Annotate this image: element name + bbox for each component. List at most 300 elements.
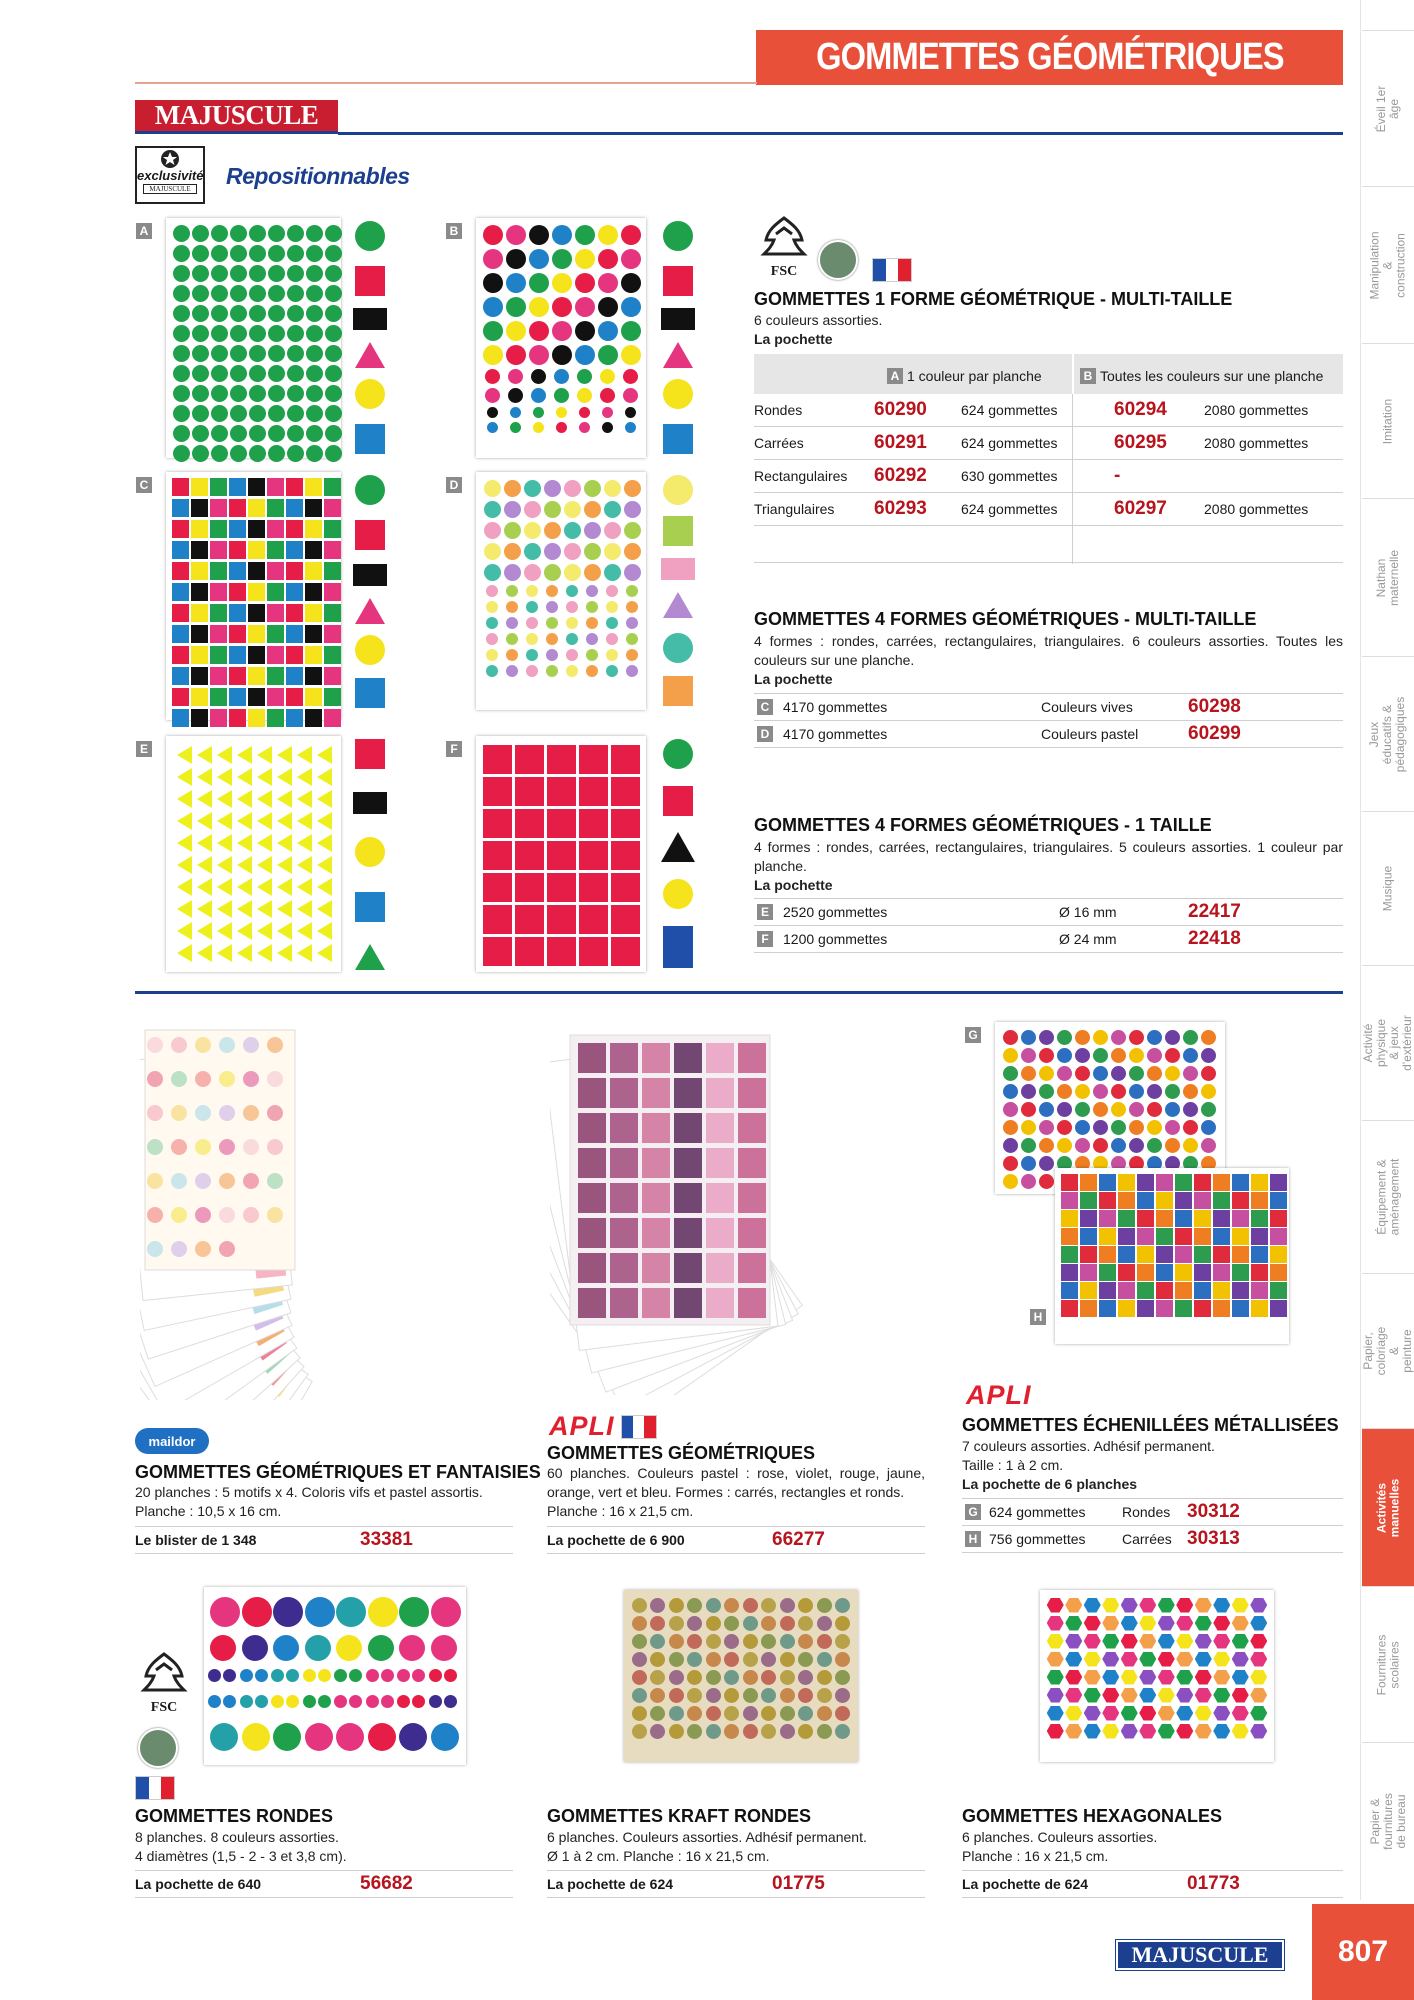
sticker [257, 790, 272, 808]
sticker [297, 878, 312, 896]
sticker [336, 1635, 362, 1661]
sticker [1232, 1706, 1249, 1721]
sticker [483, 273, 503, 293]
sticker [210, 520, 227, 538]
sticker [504, 543, 521, 560]
sticker [564, 480, 581, 497]
sticker [211, 385, 228, 402]
sticker [303, 1695, 316, 1708]
sticker [268, 425, 285, 442]
sticker [584, 480, 601, 497]
sticker [268, 405, 285, 422]
sticker [306, 445, 323, 462]
sticker [399, 1635, 425, 1661]
sticker [515, 745, 544, 774]
product6-desc2: Taille : 1 à 2 cm. [962, 1457, 1064, 1473]
sticker [547, 905, 576, 934]
sidebar-item[interactable]: Papier & fournitures de bureau [1362, 1742, 1414, 1900]
sticker [724, 1616, 739, 1631]
sticker [780, 1616, 795, 1631]
sticker [1232, 1670, 1249, 1685]
sticker [483, 225, 503, 245]
sticker [487, 407, 498, 418]
sticker [229, 625, 246, 643]
sticker [508, 388, 523, 403]
sticker [1102, 1652, 1119, 1667]
sticker [547, 873, 576, 902]
sticker [743, 1598, 758, 1613]
product2-table [754, 693, 1343, 749]
sticker [1102, 1688, 1119, 1703]
sticker [177, 944, 192, 962]
sidebar-item[interactable]: Jeux éducatifs & pédagogiques [1362, 656, 1414, 811]
sticker [1147, 1102, 1162, 1117]
sticker [604, 522, 621, 539]
sticker [529, 297, 549, 317]
sticker [1121, 1616, 1138, 1631]
sticker [1175, 1246, 1192, 1263]
product6-desc1: 7 couleurs assorties. Adhésif permanent. [962, 1438, 1215, 1454]
sidebar-item[interactable]: Nathan maternelle [1362, 498, 1414, 656]
sticker [267, 520, 284, 538]
sticker [483, 249, 503, 269]
sticker [1111, 1084, 1126, 1099]
sticker [217, 878, 232, 896]
product2-title: GOMMETTES 4 FORMES GÉOMÉTRIQUES - MULTI-TAILLE [754, 609, 1257, 629]
sticker [544, 543, 561, 560]
sticker [230, 365, 247, 382]
sticker [277, 922, 292, 940]
sticker [1195, 1724, 1212, 1739]
sticker [1047, 1634, 1064, 1649]
sticker [381, 1695, 394, 1708]
sidebar-item[interactable]: Éveil 1er âge [1362, 30, 1414, 186]
sticker [172, 667, 189, 685]
sticker [297, 790, 312, 808]
sticker [487, 422, 498, 433]
sticker [211, 405, 228, 422]
sticker [1039, 1066, 1054, 1081]
sticker [268, 285, 285, 302]
sticker [575, 249, 595, 269]
sticker [267, 478, 284, 496]
sticker [483, 937, 512, 966]
sticker [506, 617, 518, 629]
sticker [1232, 1652, 1249, 1667]
sidebar-item[interactable]: Activité physique & jeux d'extérieur [1362, 965, 1414, 1120]
sticker [248, 667, 265, 685]
page-title: GOMMETTES GÉOMÉTRIQUES [815, 36, 1284, 78]
sticker [544, 480, 561, 497]
sticker [192, 225, 209, 242]
sticker [240, 1695, 253, 1708]
sticker [526, 617, 538, 629]
sticker [650, 1670, 665, 1685]
sticker [257, 812, 272, 830]
sticker [1213, 1228, 1230, 1245]
sheet-label-c: C [136, 476, 152, 494]
sticker [1111, 1138, 1126, 1153]
sticker [1129, 1066, 1144, 1081]
sticker [1129, 1102, 1144, 1117]
sticker [566, 665, 578, 677]
sticker [271, 1695, 284, 1708]
shapes-a [352, 218, 388, 458]
sticker [412, 1695, 425, 1708]
sticker [575, 345, 595, 365]
sticker [318, 1669, 331, 1682]
sticker [724, 1688, 739, 1703]
sheet-label-f: F [446, 740, 462, 758]
sticker [317, 856, 332, 874]
sticker [780, 1688, 795, 1703]
sidebar-item[interactable]: Activités manuelles [1362, 1428, 1414, 1586]
product4-code: 33381 [360, 1529, 413, 1550]
sticker [306, 385, 323, 402]
sidebar-item[interactable]: Musique [1362, 811, 1414, 965]
sticker [780, 1598, 795, 1613]
sticker [1195, 1670, 1212, 1685]
sticker [242, 1597, 272, 1627]
sticker [306, 365, 323, 382]
sticker [483, 321, 503, 341]
sticker [687, 1598, 702, 1613]
sticker [632, 1724, 647, 1739]
table-row: H 756 gommettes Carrées 30313 [962, 1526, 1343, 1553]
sticker [197, 746, 212, 764]
sticker [248, 478, 265, 496]
sticker [230, 405, 247, 422]
sticker [192, 305, 209, 322]
sticker [208, 1695, 221, 1708]
sticker [277, 768, 292, 786]
sticker [1201, 1048, 1216, 1063]
sticker [1102, 1616, 1119, 1631]
sticker [724, 1724, 739, 1739]
table-row: C 4170 gommettes Couleurs vives 60298 [754, 694, 1343, 721]
sticker [1061, 1210, 1078, 1227]
sticker [286, 583, 303, 601]
sticker [1156, 1264, 1173, 1281]
sticker [257, 900, 272, 918]
sticker [306, 405, 323, 422]
sticker [210, 646, 227, 664]
sticker [515, 777, 544, 806]
sticker [1201, 1030, 1216, 1045]
sticker [598, 321, 618, 341]
sticker [1093, 1138, 1108, 1153]
sticker [1194, 1192, 1211, 1209]
sticker [1251, 1174, 1268, 1191]
sticker [1039, 1030, 1054, 1045]
sticker [1213, 1282, 1230, 1299]
sticker [604, 564, 621, 581]
sheet-h [1055, 1168, 1289, 1344]
product5-title: GOMMETTES GÉOMÉTRIQUES [547, 1443, 816, 1463]
sticker [1213, 1670, 1230, 1685]
sticker [267, 709, 284, 727]
sticker [286, 1695, 299, 1708]
sticker [1039, 1138, 1054, 1153]
sticker [305, 583, 322, 601]
sticker [632, 1652, 647, 1667]
sticker [257, 944, 272, 962]
sticker [1139, 1598, 1156, 1613]
sticker [1194, 1246, 1211, 1263]
sticker [1021, 1102, 1036, 1117]
sticker [552, 321, 572, 341]
sticker [621, 297, 641, 317]
sticker [249, 345, 266, 362]
sticker [1039, 1084, 1054, 1099]
sticker [197, 878, 212, 896]
sticker [1158, 1706, 1175, 1721]
sticker [1021, 1048, 1036, 1063]
sticker [575, 273, 595, 293]
sticker [1039, 1048, 1054, 1063]
sticker [780, 1652, 795, 1667]
sticker [1021, 1120, 1036, 1135]
sticker [552, 297, 572, 317]
sticker [211, 425, 228, 442]
sticker [650, 1724, 665, 1739]
sticker [1165, 1120, 1180, 1135]
sticker [486, 601, 498, 613]
sticker [743, 1652, 758, 1667]
sticker [625, 407, 636, 418]
sticker [669, 1688, 684, 1703]
sticker [579, 809, 608, 838]
sticker [584, 501, 601, 518]
sticker [1176, 1598, 1193, 1613]
sticker [1039, 1156, 1054, 1171]
sticker [632, 1688, 647, 1703]
sticker [510, 422, 521, 433]
sticker [197, 812, 212, 830]
sticker [1232, 1616, 1249, 1631]
col-b-header: B Toutes les couleurs sur une planche [1080, 368, 1323, 384]
sticker [1075, 1120, 1090, 1135]
sticker [632, 1634, 647, 1649]
sticker [429, 1695, 442, 1708]
product7-code: 56682 [360, 1873, 413, 1894]
sticker [1250, 1706, 1267, 1721]
star-icon [159, 149, 181, 169]
sticker [506, 665, 518, 677]
sticker [1158, 1616, 1175, 1631]
sticker [257, 878, 272, 896]
sticker [297, 812, 312, 830]
sticker [632, 1670, 647, 1685]
sticker [217, 812, 232, 830]
sticker [192, 345, 209, 362]
sticker [230, 245, 247, 262]
sticker [1118, 1192, 1135, 1209]
sheet-a [166, 218, 341, 458]
sticker [1175, 1210, 1192, 1227]
sidebar-item[interactable]: Fournitures scolaires [1362, 1586, 1414, 1742]
sticker [277, 878, 292, 896]
sticker [286, 667, 303, 685]
exclusivite-badge: exclusivité MAJUSCULE [135, 146, 205, 204]
sticker [566, 601, 578, 613]
sticker [1139, 1634, 1156, 1649]
sticker [172, 646, 189, 664]
sticker [1003, 1174, 1018, 1189]
sticker [632, 1616, 647, 1631]
product8-price-row: La pochette de 624 01775 [547, 1870, 925, 1898]
sticker [211, 285, 228, 302]
sticker [1003, 1120, 1018, 1135]
sticker [1139, 1670, 1156, 1685]
sticker [306, 265, 323, 282]
sticker [1061, 1264, 1078, 1281]
sticker [566, 649, 578, 661]
sticker [798, 1670, 813, 1685]
sticker [1102, 1634, 1119, 1649]
sticker [305, 646, 322, 664]
sticker [566, 617, 578, 629]
sticker [172, 604, 189, 622]
sticker [604, 480, 621, 497]
sticker [349, 1669, 362, 1682]
sticker [515, 841, 544, 870]
sticker [1147, 1066, 1162, 1081]
sticker [531, 388, 546, 403]
sticker [817, 1598, 832, 1613]
sticker [191, 562, 208, 580]
sticker [1084, 1598, 1101, 1613]
sticker [798, 1688, 813, 1703]
sticker [606, 665, 618, 677]
sticker [429, 1669, 442, 1682]
sticker [1057, 1048, 1072, 1063]
sticker [602, 407, 613, 418]
sticker [1250, 1616, 1267, 1631]
sticker [1183, 1030, 1198, 1045]
sticker [287, 345, 304, 362]
sticker [1129, 1048, 1144, 1063]
sticker [173, 245, 190, 262]
sticker [1003, 1156, 1018, 1171]
sticker [486, 665, 498, 677]
sticker [598, 225, 618, 245]
sticker [1065, 1724, 1082, 1739]
sticker [1201, 1066, 1216, 1081]
sticker [287, 245, 304, 262]
sticker [1183, 1120, 1198, 1135]
sticker [173, 305, 190, 322]
product4-price-row: Le blister de 1 348 33381 [135, 1526, 513, 1554]
sticker [230, 265, 247, 282]
sticker [210, 709, 227, 727]
sticker [526, 665, 538, 677]
sticker [743, 1616, 758, 1631]
sticker [761, 1670, 776, 1685]
sticker [208, 1669, 221, 1682]
sticker [368, 1723, 396, 1751]
sticker [177, 922, 192, 940]
sticker [306, 285, 323, 302]
sticker [669, 1616, 684, 1631]
table-row: D 4170 gommettes Couleurs pastel 60299 [754, 721, 1343, 748]
sticker [1158, 1670, 1175, 1685]
product7-price-row: La pochette de 640 56682 [135, 1870, 513, 1898]
sticker [483, 745, 512, 774]
header-rule [135, 82, 757, 84]
sticker [305, 1597, 335, 1627]
sticker [197, 922, 212, 940]
sidebar-item[interactable]: Équipement & aménagement [1362, 1120, 1414, 1273]
brand-rule [338, 132, 1343, 135]
sticker [577, 388, 592, 403]
sticker [579, 841, 608, 870]
sheet-label-d: D [446, 476, 462, 494]
sticker [229, 709, 246, 727]
sticker [177, 768, 192, 786]
sticker [1251, 1228, 1268, 1245]
page-number: 807 [1312, 1904, 1414, 2000]
sticker [1176, 1688, 1193, 1703]
sticker [210, 478, 227, 496]
sticker [624, 501, 641, 518]
sticker [267, 583, 284, 601]
apli-logo: APLI [966, 1380, 1032, 1410]
sticker [237, 900, 252, 918]
sticker [650, 1652, 665, 1667]
sticker [211, 245, 228, 262]
sticker [556, 407, 567, 418]
sticker [1118, 1210, 1135, 1227]
sticker [1213, 1264, 1230, 1281]
sticker [399, 1597, 429, 1627]
sticker [1147, 1048, 1162, 1063]
sticker [230, 425, 247, 442]
sticker [297, 900, 312, 918]
sticker [192, 425, 209, 442]
sticker [621, 345, 641, 365]
sticker [191, 478, 208, 496]
sidebar-item[interactable]: Manipulation & construction [1362, 186, 1414, 343]
sticker [177, 834, 192, 852]
sticker [303, 1669, 316, 1682]
sticker [706, 1634, 721, 1649]
apli-logo: APLI [549, 1411, 657, 1442]
sticker [1251, 1300, 1268, 1317]
sticker [1139, 1724, 1156, 1739]
table-row: G 624 gommettes Rondes 30312 [962, 1499, 1343, 1526]
sticker [621, 273, 641, 293]
sticker [546, 633, 558, 645]
sticker [1102, 1598, 1119, 1613]
sticker [1213, 1210, 1230, 1227]
sticker [287, 425, 304, 442]
sidebar-item[interactable]: Papier, coloriage & peinture [1362, 1273, 1414, 1428]
sidebar-item[interactable]: Imitation [1362, 343, 1414, 498]
sticker [211, 225, 228, 242]
sticker [798, 1706, 813, 1721]
sheet-b [476, 218, 646, 458]
sticker [483, 841, 512, 870]
sticker [177, 812, 192, 830]
sticker [606, 585, 618, 597]
sticker [798, 1652, 813, 1667]
sticker [1176, 1652, 1193, 1667]
product5-desc2: orange, vert et bleu. Formes : carrés, rectangles et ronds. [547, 1484, 905, 1500]
sticker [237, 944, 252, 962]
product3-desc: 4 formes : rondes, carrées, rectangulaires, triangulaires. 5 couleurs assorties. 1 couleur par planche. [754, 839, 1343, 874]
sticker [1194, 1174, 1211, 1191]
